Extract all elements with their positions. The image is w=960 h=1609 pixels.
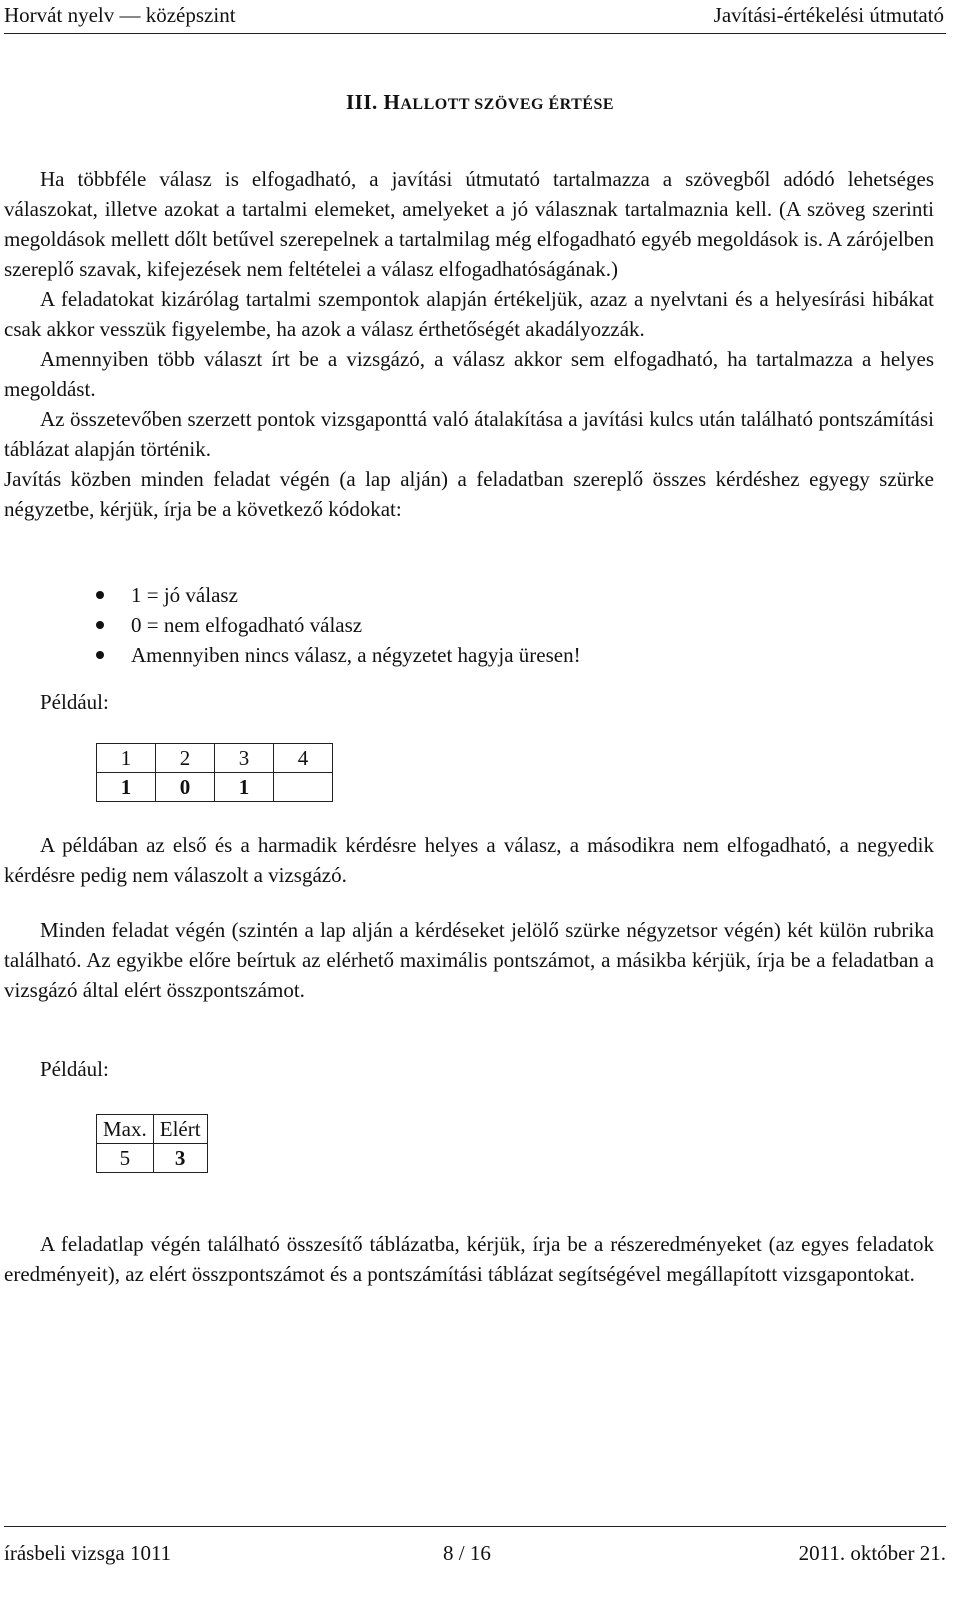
header-doc-type: Javítási-értékelési útmutató — [713, 3, 944, 27]
paragraph-multiple-answers: Amennyiben több választ írt be a vizsgázó, a válasz akkor sem elfogadható, ha tartalmazza a helyes megoldást. — [4, 347, 934, 401]
grid-cell: 0 — [156, 773, 215, 802]
header-subject: Horvát nyelv — középszint — [4, 3, 236, 27]
bullet-icon — [96, 651, 104, 659]
footer-exam-code: írásbeli vizsga 1011 — [4, 1541, 172, 1565]
section-title: III. HALLOTT SZÖVEG ÉRTÉSE — [345, 90, 615, 114]
grid-cell: 4 — [274, 744, 333, 773]
instructions-block — [4, 164, 934, 524]
list-item: Amennyiben nincs válasz, a négyzetet hagyja üresen! — [96, 640, 581, 670]
grid-cell: 3 — [153, 1144, 207, 1173]
bullet-icon — [96, 621, 104, 629]
grid-cell — [274, 773, 333, 802]
table-row — [97, 744, 333, 773]
paragraph-alternatives: Ha többféle válasz is elfogadható, a javítási útmutató tartalmazza a szövegből adódó lehetséges válaszokat, illetve azokat a tartalmi elemeket, amelyeket a jó válasznak tartalmaznia kell. (A szöveg szerinti megoldások mellett dőlt betűvel szerepelnek a tartalmilag még elfogadható egyéb megoldások is. A zárójelben szereplő szavak, kifejezések nem feltételei a válasz elfogadhatóságának.) — [4, 167, 934, 281]
page-header — [0, 0, 960, 40]
table-row — [97, 1115, 208, 1144]
table-row — [97, 1144, 208, 1173]
list-item: 0 = nem elfogadható válasz — [96, 610, 581, 640]
paragraph-coding: Javítás közben minden feladat végén (a lap alján) a feladatban szereplő összes kérdéshez egyegy szürke négyzetbe, kérjük, írja be a következő kódokat: — [4, 467, 934, 521]
grid-cell: 1 — [97, 744, 156, 773]
footer-date: 2011. október 21. — [798, 1541, 946, 1565]
grid-cell: 1 — [97, 773, 156, 802]
grid-cell: 2 — [156, 744, 215, 773]
paragraph-content-criteria: A feladatokat kizárólag tartalmi szempontok alapján értékeljük, azaz a nyelvtani és a helyesírási hibákat csak akkor vesszük figyelembe, ha azok a válasz érthetőségét akadályozzák. — [4, 287, 934, 341]
bullet-icon — [96, 591, 104, 599]
paragraph-rubric: Minden feladat végén (szintén a lap alján a kérdéseket jelölő szürke négyzetsor végén) két külön rubrika található. Az egyikbe előre beírtuk az elérhető maximális pontszámot, a másikba kérjük, írja be a feladatban a vizsgázó által elért összpontszámot. — [4, 918, 934, 1002]
example-label: Például: — [40, 690, 109, 714]
grid-cell: 5 — [97, 1144, 154, 1173]
header-divider — [4, 33, 946, 34]
example-label-2: Például: — [40, 1057, 109, 1081]
paragraph-example-explanation: A példában az első és a harmadik kérdésre helyes a válasz, a másodikra nem elfogadható, a negyedik kérdésre pedig nem válaszolt a vizsgázó. — [4, 833, 934, 887]
footer-page-number: 8 / 16 — [443, 1541, 491, 1565]
paragraph-conversion: Az összetevőben szerzett pontok vizsgaponttá való átalakítása a javítási kulcs után található pontszámítási táblázat alapján történik. — [4, 407, 934, 461]
list-item: 1 = jó válasz — [96, 580, 581, 610]
code-list — [96, 580, 581, 670]
grid-cell: 3 — [215, 744, 274, 773]
paragraph-summary: A feladatlap végén található összesítő táblázatba, kérjük, írja be a részeredményeket (az egyes feladatok eredményeit), az elért összpontszámot és a pontszámítási táblázat segítségével megállapított vizsgapontokat. — [4, 1232, 934, 1286]
footer-divider — [4, 1526, 946, 1527]
example-score-grid — [96, 1114, 208, 1173]
table-row — [97, 773, 333, 802]
grid-cell: Max. — [97, 1115, 154, 1144]
grid-cell: Elért — [153, 1115, 207, 1144]
example-answer-grid — [96, 743, 333, 802]
grid-cell: 1 — [215, 773, 274, 802]
